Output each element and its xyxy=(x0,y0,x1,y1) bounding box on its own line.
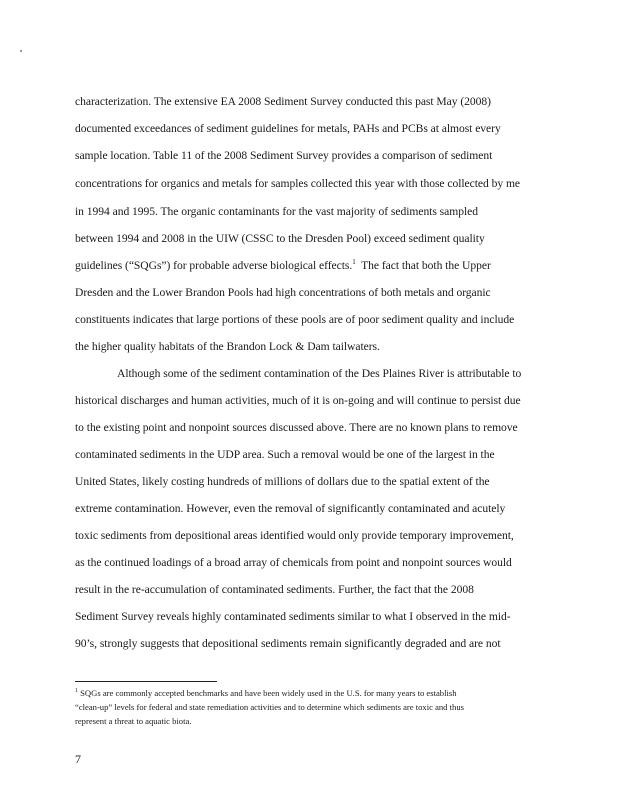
paragraph-2-line-10: Sediment Survey reveals highly contaminated sediments similar to what I observed in the mid- xyxy=(75,610,511,623)
paragraph-1-line-7 xyxy=(75,258,491,272)
paragraph-2-line-5: United States, likely costing hundreds of millions of dollars due to the spatial extent of the xyxy=(75,475,490,488)
paragraph-2-line-6: extreme contamination. However, even the removal of significantly contaminated and acutely xyxy=(75,502,506,515)
footnote-divider xyxy=(75,681,217,682)
footnote-reference: 1 xyxy=(352,258,356,266)
paragraph-2-line-11: 90’s, strongly suggests that depositional sediments remain significantly degraded and are not xyxy=(75,637,501,650)
paragraph-1-line-2: documented exceedances of sediment guidelines for metals, PAHs and PCBs at almost every xyxy=(75,122,501,135)
paragraph-1-line-7-continuation: The fact that both the Upper xyxy=(355,258,491,272)
footnote-line-2: “clean-up” levels for federal and state remediation activities and to determine which sediments are toxic and thus xyxy=(75,702,464,712)
paragraph-1-line-6: between 1994 and 2008 in the UIW (CSSC to the Dresden Pool) exceed sediment quality xyxy=(75,232,485,245)
paragraph-1-line-8: Dresden and the Lower Brandon Pools had high concentrations of both metals and organic xyxy=(75,286,491,299)
paragraph-1-line-1: characterization. The extensive EA 2008 Sediment Survey conducted this past May (2008) xyxy=(75,95,491,108)
paragraph-2-line-9: result in the re-accumulation of contaminated sediments. Further, the fact that the 2008 xyxy=(75,583,474,596)
paragraph-1-line-10: the higher quality habitats of the Brandon Lock & Dam tailwaters. xyxy=(75,340,380,353)
paragraph-1-line-5: in 1994 and 1995. The organic contaminants for the vast majority of sediments sampled xyxy=(75,205,478,218)
paragraph-2-line-3: to the existing point and nonpoint sources discussed above. There are no known plans to remove xyxy=(75,421,518,434)
paragraph-1-line-9: constituents indicates that large portions of these pools are of poor sediment quality and include xyxy=(75,313,515,326)
paragraph-2-line-1: Although some of the sediment contamination of the Des Plaines River is attributable to xyxy=(117,367,522,380)
paragraph-2-line-8: as the continued loadings of a broad array of chemicals from point and nonpoint sources would xyxy=(75,556,512,569)
scan-artifact xyxy=(20,50,22,52)
page-number: 7 xyxy=(75,752,81,766)
paragraph-2-line-7: toxic sediments from depositional areas identified would only provide temporary improvement, xyxy=(75,529,514,542)
footnote-line-1-text: SQGs are commonly accepted benchmarks and have been widely used in the U.S. for many years to establish xyxy=(78,688,457,698)
paragraph-1-line-4: concentrations for organics and metals for samples collected this year with those collected by me xyxy=(75,177,521,190)
paragraph-1-line-3: sample location. Table 11 of the 2008 Sediment Survey provides a comparison of sediment xyxy=(75,149,493,162)
paragraph-2-line-4: contaminated sediments in the UDP area. Such a removal would be one of the largest in the xyxy=(75,448,495,461)
paragraph-1-line-7-text: guidelines (“SQGs”) for probable adverse biological effects. xyxy=(75,258,353,272)
footnote-line-1 xyxy=(75,688,457,698)
footnote-line-3: represent a threat to aquatic biota. xyxy=(75,716,192,726)
paragraph-2-line-2: historical discharges and human activities, much of it is on-going and will continue to persist due xyxy=(75,394,521,407)
footnote-marker: 1 xyxy=(75,688,78,695)
